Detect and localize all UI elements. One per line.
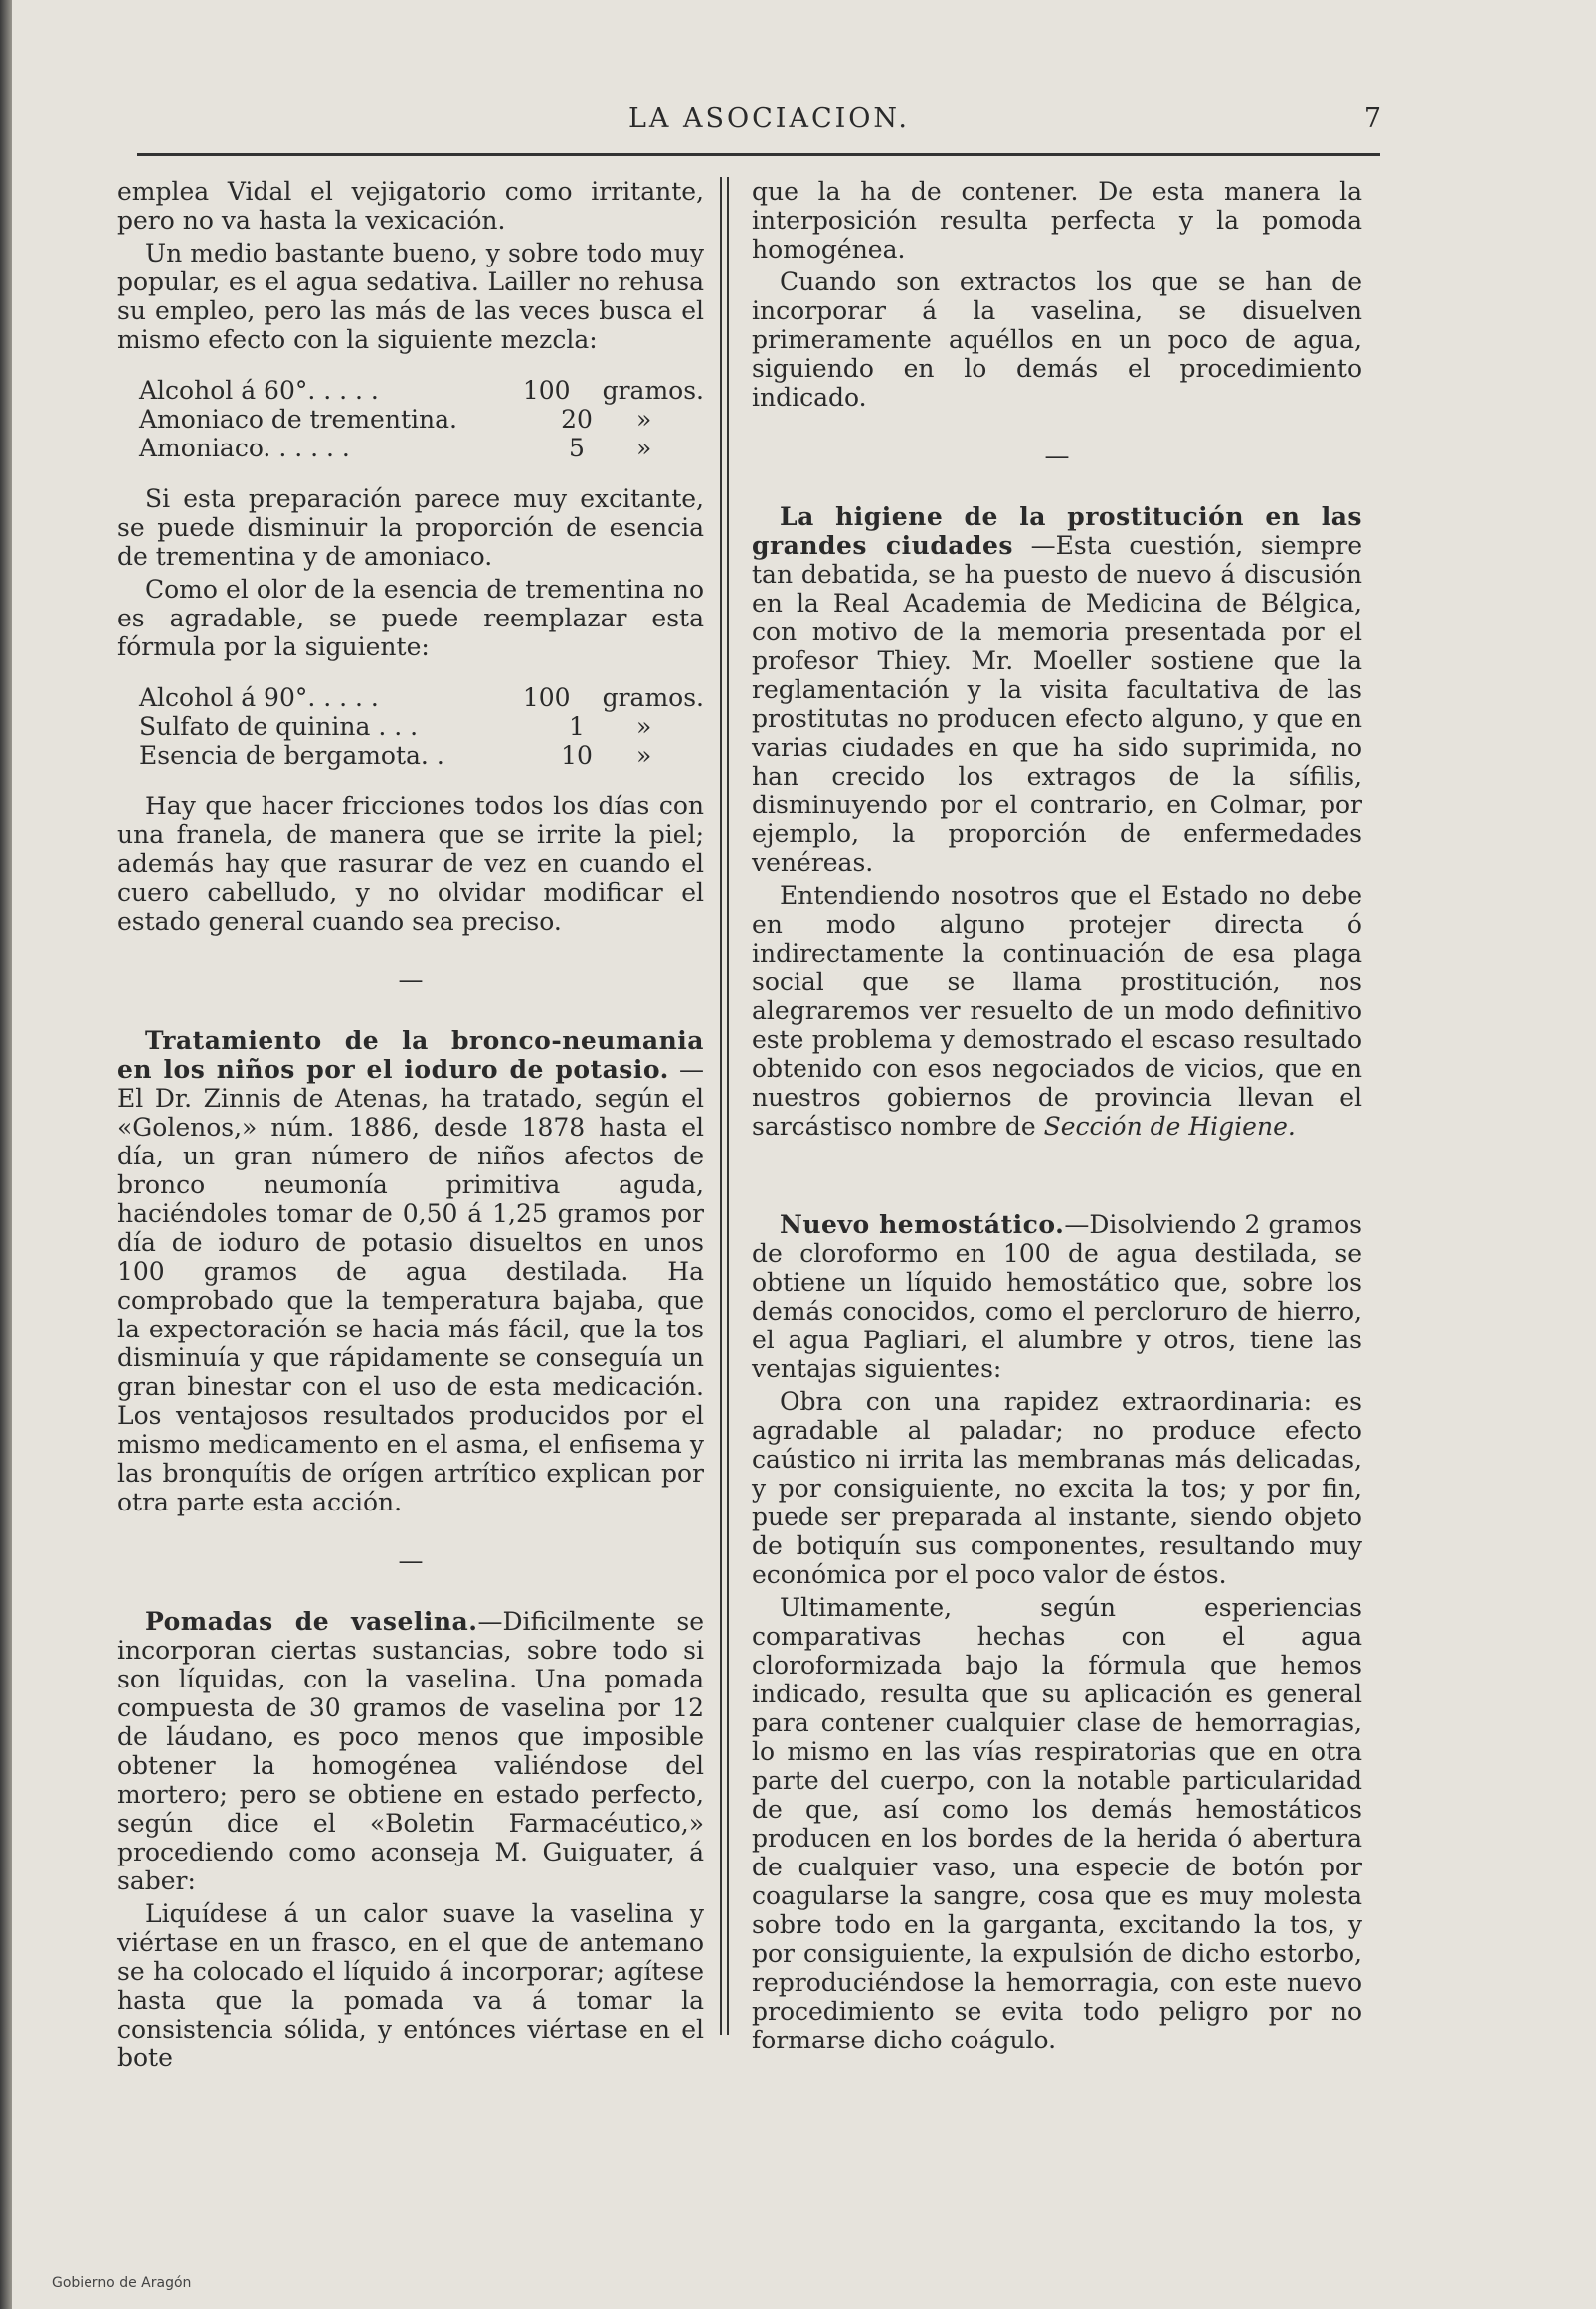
article-body: —El Dr. Zinnis de Atenas, ha tratado, según el «Golenos,» núm. 1886, desde 1878 hasta el día, un gran número de niños afectos de bronco neumonía primitiva aguda, haciéndoles tomar de 0,50 á 1,25 gramos por día de ioduro de potasio disueltos en unos 100 gramos de agua destilada. Ha comprobado que la temperatura bajaba, que la expectoración se hacia más fácil, que la tos disminuía y que rápidamente se conseguía un gran binestar con el uso de esta medicación. Los ventajosos resultados producidos por el mismo medicamento en el asma, el enfisema y las bronquítis de orígen artrítico explican por otra parte esta acción. xyxy=(117,1055,704,1516)
formula-ingredient: Amoniaco de trementina. xyxy=(139,405,457,434)
formula-unit: » xyxy=(636,434,652,462)
formula-quantity: 100 xyxy=(522,376,571,405)
archive-watermark: Gobierno de Aragón xyxy=(52,2275,192,2291)
article-heading: Tratamiento de la bronco-neumania en los niños por el ioduro de potasio. xyxy=(117,1026,704,1084)
formula-quantity: 10 xyxy=(561,741,593,770)
formula-quantity: 1 xyxy=(569,712,585,741)
paragraph: Cuando son extractos los que se han de incorporar á la vaselina, se disuelven primeramente aquéllos en un poco de agua, siguiendo en lo demás el procedimiento indicado. xyxy=(752,267,1362,412)
paragraph: Hay que hacer fricciones todos los días con una franela, de manera que se irrite la piel; además hay que rasurar de vez en cuando el cuero cabelludo, y no olvidar modificar el estado general cuando sea preciso. xyxy=(117,792,704,936)
page-edge-shadow xyxy=(0,0,12,2309)
formula-quantity: 5 xyxy=(569,434,585,462)
formula-ingredient: Amoniaco. . . . . . xyxy=(139,434,350,462)
header-rule xyxy=(137,153,1380,156)
section-separator: — xyxy=(398,1546,424,1575)
paragraph: Ultimamente, según esperiencias comparativas hechas con el agua cloroformizada bajo la fórmula que hemos indicado, resulta que su aplicación es general para contener cualquier clase de hemorragias, lo mismo en las vías respiratorias que en otra parte del cuerpo, con la notable particularidad de que, así como los demás hemostáticos producen en los bordes de la herida ó abertura de cualquier vaso, una especie de botón por coagularse la sangre, cosa que es muy molesta sobre todo en la garganta, excitando la tos, y por consiguiente, la expulsión de dicho estorbo, reproduciéndose la hemorragia, con este nuevo procedimiento se evita todo peligro por no formarse dicho coágulo. xyxy=(752,1593,1362,2054)
formula-row xyxy=(139,434,704,462)
paragraph: Liquídese á un calor suave la vaselina y viértase en un frasco, en el que de antemano se ha colocado el líquido á incorporar; agítese hasta que la pomada va á tomar la consistencia sólida, y entónces viértase en el bote xyxy=(117,1899,704,2072)
formula-ingredient: Alcohol á 90°. . . . . xyxy=(139,683,379,712)
section-separator: — xyxy=(398,966,424,994)
formula-unit: » xyxy=(636,405,652,434)
article-body: —Esta cuestión, siempre tan debatida, se ha puesto de nuevo á discusión en la Real Academia de Medicina de Bélgica, con motivo de la memoria presentada por el profesor Thiey. Mr. Moeller sostiene que la reglamentación y la visita facultativa de las prostitutas no producen efecto alguno, y que en varias ciudades en que ha sido suprimida, no han crecido los extragos de la sífilis, disminuyendo por el contrario, en Colmar, por ejemplo, la proporción de enfermedades venéreas. xyxy=(752,531,1362,877)
column-divider xyxy=(727,177,729,2035)
formula-quantity: 100 xyxy=(522,683,571,712)
article-paragraph xyxy=(117,1607,704,1895)
formula-row xyxy=(139,376,704,405)
article-heading: La higiene de la prostitución en las grandes ciudades xyxy=(752,502,1362,560)
section-separator: — xyxy=(1044,442,1070,470)
article-heading: Nuevo hemostático. xyxy=(780,1210,1065,1239)
formula-row xyxy=(139,712,704,741)
paragraph: emplea Vidal el vejigatorio como irritante, pero no va hasta la vexicación. xyxy=(117,177,704,235)
header-title: LA ASOCIACION. xyxy=(628,103,910,134)
article-heading: Pomadas de vaselina. xyxy=(145,1607,478,1636)
formula-2 xyxy=(139,683,704,770)
article-paragraph xyxy=(117,1026,704,1516)
formula-unit: gramos. xyxy=(602,376,704,405)
left-column xyxy=(117,177,704,2076)
article-paragraph xyxy=(752,502,1362,877)
running-header xyxy=(131,103,1384,143)
right-column xyxy=(752,177,1362,2058)
formula-ingredient: Esencia de bergamota. . xyxy=(139,741,444,770)
article-body: —Disolviendo 2 gramos de cloroformo en 100 de agua destilada, se obtiene un líquido hemostático que, sobre los demás conocidos, como el percloruro de hierro, el agua Pagliari, el alumbre y otros, tiene las ventajas siguientes: xyxy=(752,1210,1363,1383)
paragraph: que la ha de contener. De esta manera la interposición resulta perfecta y la pomoda homogénea. xyxy=(752,177,1362,264)
formula-unit: gramos. xyxy=(602,683,704,712)
formula-row xyxy=(139,683,704,712)
paragraph: Si esta preparación parece muy excitante, se puede disminuir la proporción de esencia de trementina y de amoniaco. xyxy=(117,484,704,571)
paragraph: Como el olor de la esencia de trementina no es agradable, se puede reemplazar esta fórmula por la siguiente: xyxy=(117,575,704,661)
formula-unit: » xyxy=(636,712,652,741)
document-page xyxy=(12,0,1596,2309)
article-body: Entendiendo nosotros que el Estado no debe en modo alguno protejer directa ó indirectamente la continuación de esa plaga social que se llama prostitución, nos alegraremos ver resuelto de un modo definitivo este problema y demostrado el escaso resultado obtenido con esos negociados de vicios, que en nuestros gobiernos de provincia llevan el sarcástisco nombre de xyxy=(752,881,1362,1141)
article-body: —Dificilmente se incorporan ciertas sustancias, sobre todo si son líquidas, con la vaselina. Una pomada compuesta de 30 gramos de vaselina por 12 de láudano, es poco menos que imposible obtener la homogénea valiéndose del mortero; pero se obtiene en estado perfecto, según dice el «Boletin Farmacéutico,» procediendo como aconseja M. Guiguater, á saber: xyxy=(117,1607,704,1895)
formula-1 xyxy=(139,376,704,462)
formula-quantity: 20 xyxy=(561,405,593,434)
article-paragraph xyxy=(752,1210,1362,1383)
italic-term: Sección de Higiene. xyxy=(1043,1112,1296,1141)
page-number: 7 xyxy=(1363,103,1384,134)
column-divider xyxy=(720,177,722,2035)
article-paragraph xyxy=(752,881,1362,1141)
formula-unit: » xyxy=(636,741,652,770)
formula-row xyxy=(139,405,704,434)
formula-ingredient: Sulfato de quinina . . . xyxy=(139,712,419,741)
formula-ingredient: Alcohol á 60°. . . . . xyxy=(139,376,379,405)
paragraph: Obra con una rapidez extraordinaria: es agradable al paladar; no produce efecto caústico ni irrita las membranas más delicadas, y por consiguiente, no excita la tos; y por fin, puede ser preparada al instante, siendo objeto de botiquín sus componentes, resultando muy económica por el poco valor de éstos. xyxy=(752,1387,1362,1589)
formula-row xyxy=(139,741,704,770)
paragraph: Un medio bastante bueno, y sobre todo muy popular, es el agua sedativa. Lailler no rehusa su empleo, pero las más de las veces busca el mismo efecto con la siguiente mezcla: xyxy=(117,239,704,354)
